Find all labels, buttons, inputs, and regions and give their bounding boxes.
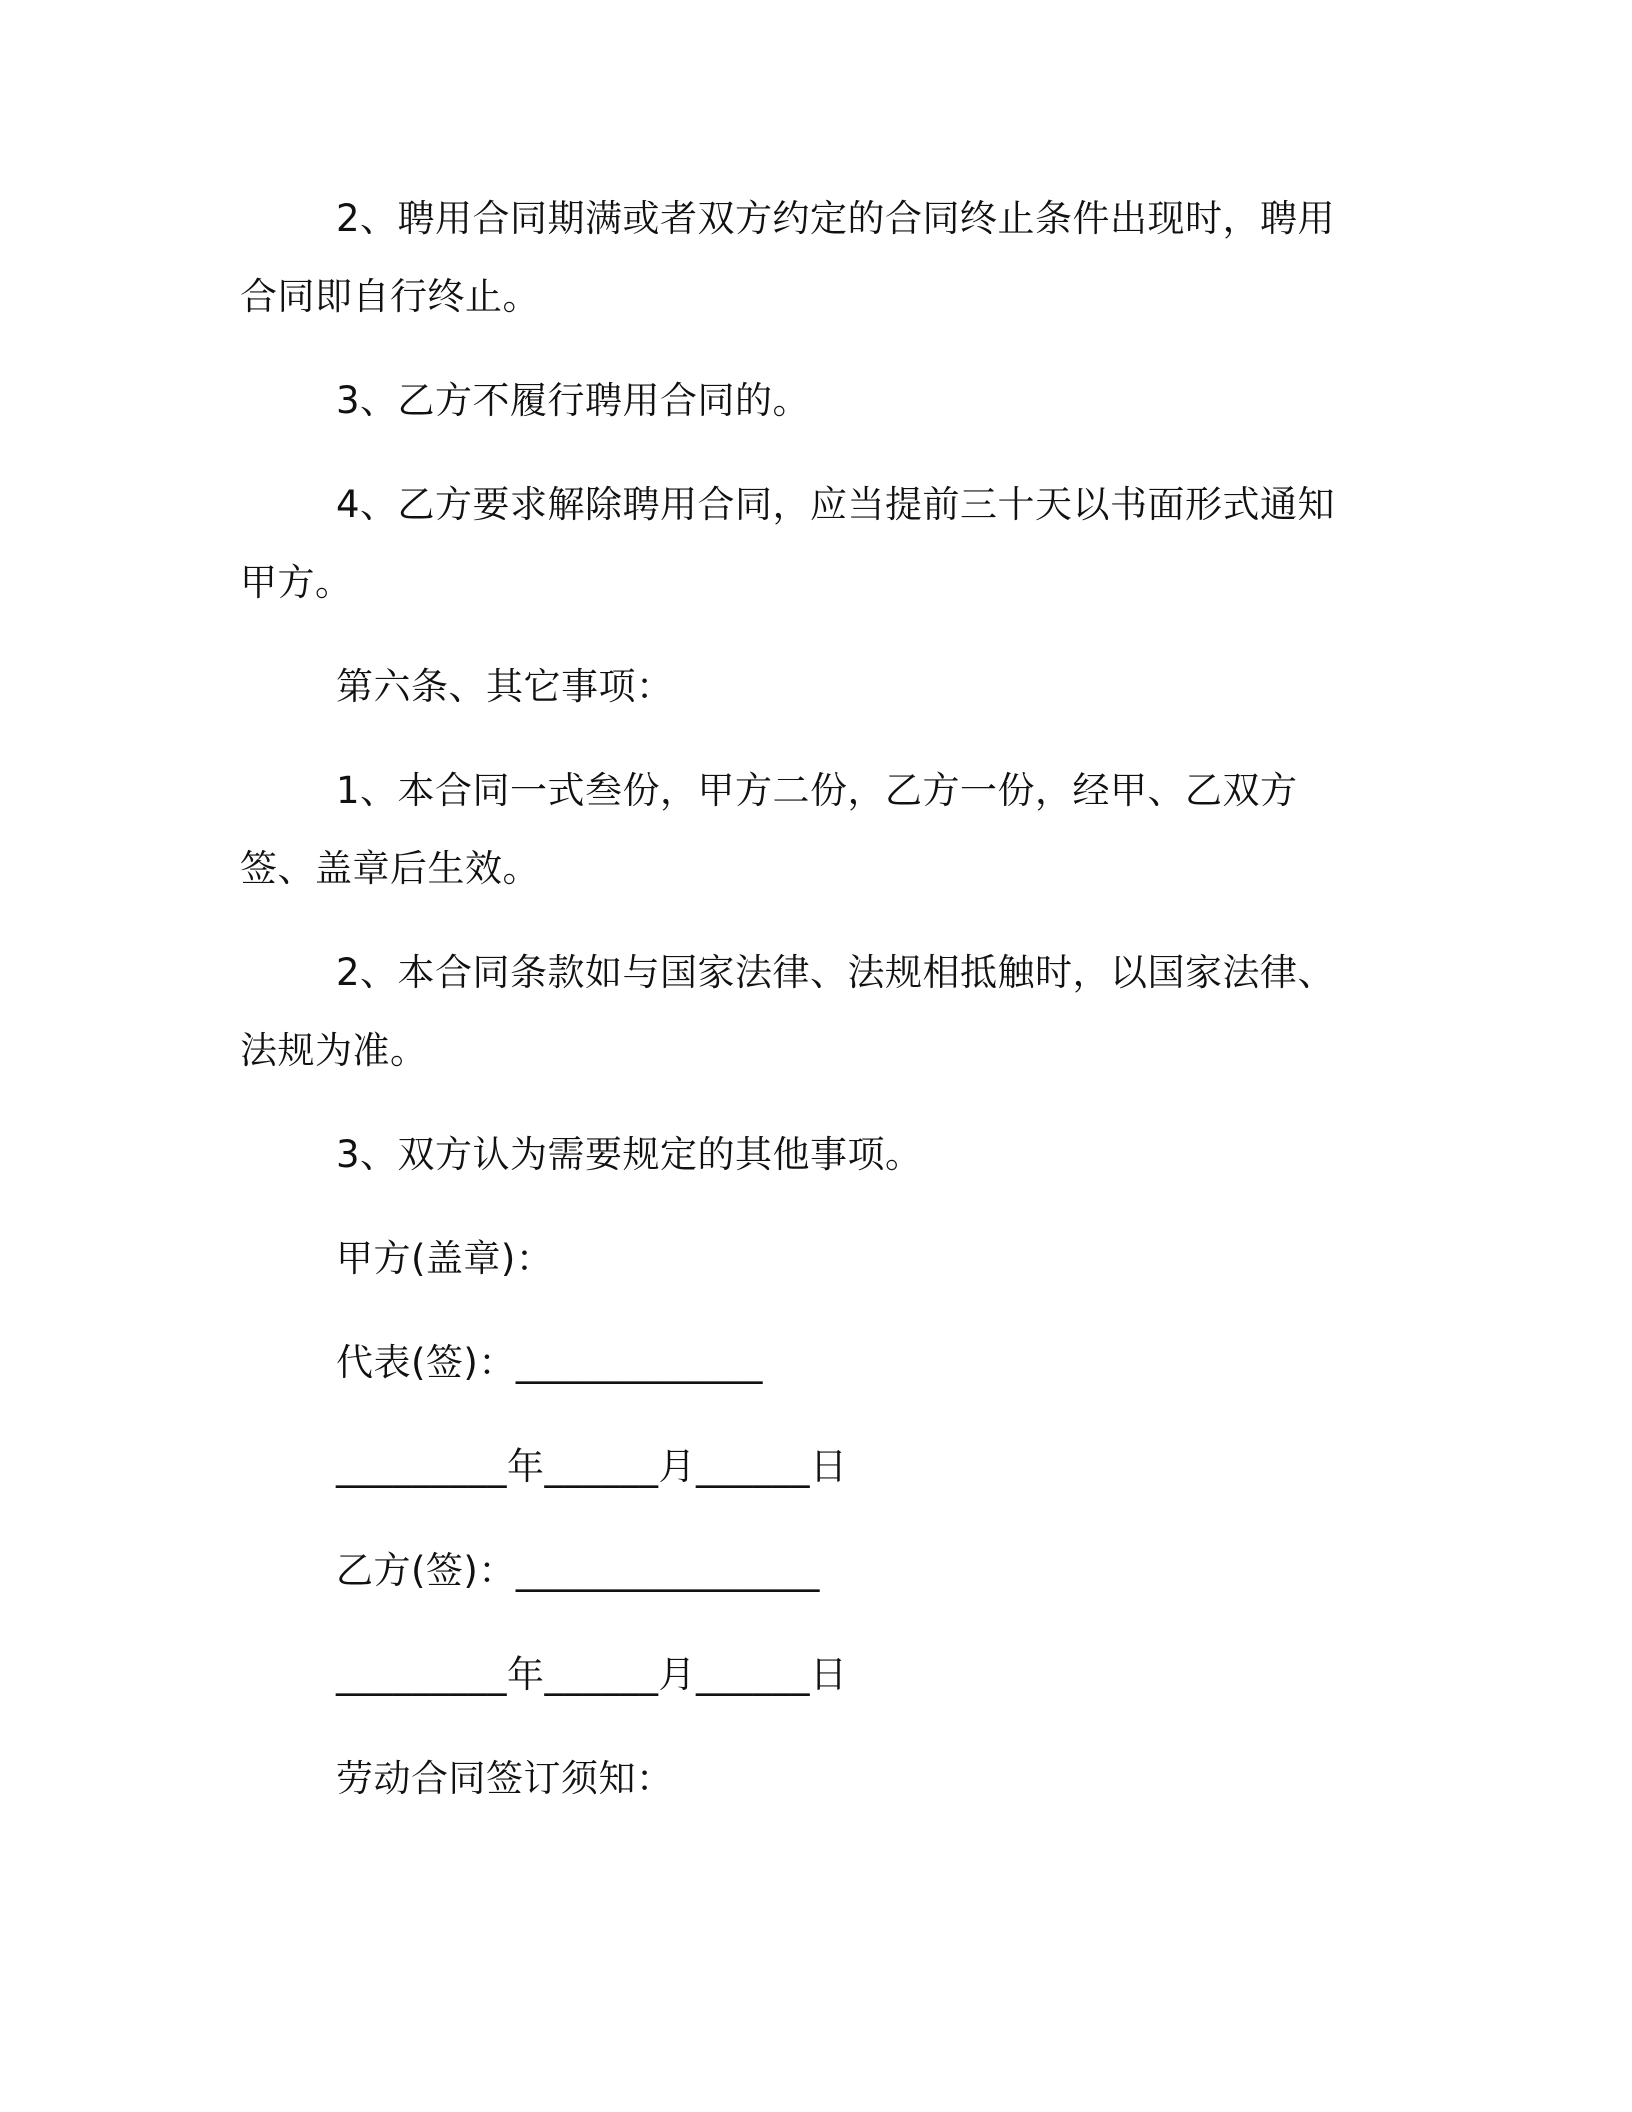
paragraph-other-matters-1: 1、本合同一式叁份，甲方二份，乙方一份，经甲、乙双方签、盖章后生效。 [240,769,1298,890]
paragraph-termination-clause-4: 4、乙方要求解除聘用合同，应当提前三十天以书面形式通知甲方。 [240,483,1336,604]
party-a-date-line: _________年______月______日 [336,1445,848,1488]
paragraph-other-matters-2: 2、本合同条款如与国家法律、法规相抵触时，以国家法律、法规为准。 [240,951,1336,1072]
paragraph-other-matters-3: 3、双方认为需要规定的其他事项。 [336,1133,923,1176]
paragraph-termination-clause-2: 2、聘用合同期满或者双方约定的合同终止条件出现时，聘用合同即自行终止。 [240,197,1336,318]
article-six-heading: 第六条、其它事项： [336,665,674,708]
representative-signature-line: 代表(签)：_____________ [336,1341,763,1384]
party-a-seal-label: 甲方(盖章)： [336,1237,554,1280]
footer-heading: 劳动合同签订须知： [336,1757,674,1800]
paragraph-termination-clause-3: 3、乙方不履行聘用合同的。 [336,379,811,422]
party-b-signature-line: 乙方(签)：________________ [336,1549,820,1592]
document-body [240,180,1360,1844]
party-b-date-line: _________年______月______日 [336,1653,848,1696]
